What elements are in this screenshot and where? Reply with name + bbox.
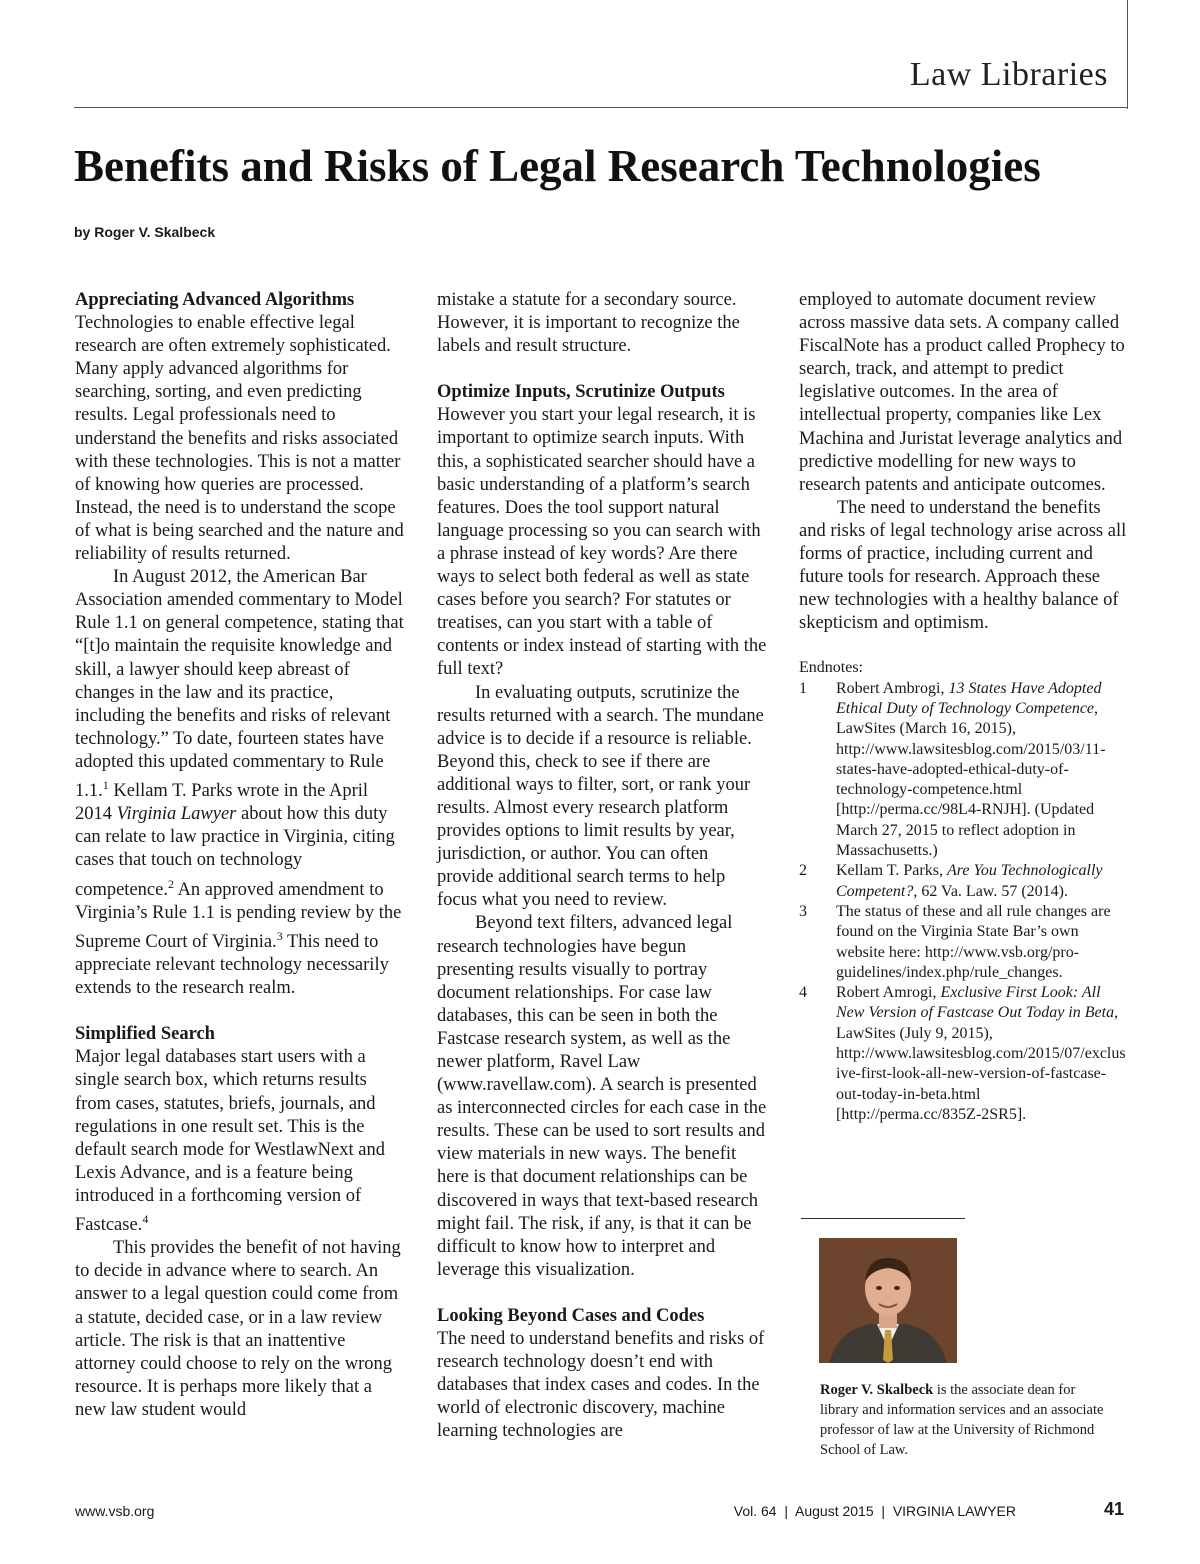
footer-issue: Vol. 64 | August 2015 | VIRGINIA LAWYER (733, 1503, 1016, 1519)
heading-simplified-search: Simplified Search (75, 1024, 215, 1045)
column-3 (799, 289, 1129, 1125)
header-side-rule (1127, 0, 1128, 109)
endnote-2: 2 Kellam T. Parks, Are You Technologically Competent?, 62 Va. Law. 57 (2014). (799, 862, 1103, 900)
article-title: Benefits and Risks of Legal Research Technologies (74, 141, 1041, 191)
paragraph: employed to automate document review across massive data sets. A company called FiscalNote has a product called Prophecy to search, track, and attempt to predict legislative outcomes. In the area of intellectual property, companies like Lex Machina and Juristat leverage analytics and predictive modelling for new ways to research patents and anticipate outcomes. (799, 290, 1125, 495)
paragraph: mistake a statute for a secondary source. However, it is important to recognize the labels and result structure. (437, 290, 740, 357)
paragraph: The need to understand benefits and risks of research technology doesn’t end with databases that index cases and codes. In the world of electronic discovery, machine learning technologies are (437, 1329, 765, 1442)
paragraph: Major legal databases start users with a single search box, which returns results from cases, statutes, briefs, journals, and regulations in one result set. This is the default search mode for WestlawNext and Lexis Advance, and is a feature being introduced in a forthcoming version of Fastcase.$^4$ (75, 1047, 385, 1236)
section-label: Law Libraries (909, 56, 1108, 93)
author-photo (819, 1238, 957, 1363)
footnote-ref: 4 (142, 1212, 149, 1227)
footnote-ref: 2 (167, 876, 174, 891)
paragraph: The need to understand the benefits and risks of legal technology arise across all forms of practice, including current and future tools for research. Approach these new technologies with a healthy balance of skepticism and optimism. (799, 497, 1127, 634)
author-bio: Roger V. Skalbeck is the associate dean for library and information services and an associate professor of law at the University of Richmond School of Law. (820, 1382, 1104, 1458)
endnotes (799, 658, 1129, 1125)
heading-optimize-inputs: Optimize Inputs, Scrutinize Outputs (437, 382, 725, 403)
author-name: Roger V. Skalbeck (820, 1382, 934, 1398)
paragraph: This provides the benefit of not having to decide in advance where to search. An answer to a legal question could come from a statute, decided case, or in a law review article. The risk is that an inattentive attorney could choose to rely on the wrong resource. It is perhaps more likely that a new law student would (75, 1238, 401, 1420)
page-number: 41 (1103, 1499, 1124, 1519)
paragraph: In August 2012, the American Bar Association amended commentary to Model Rule 1.1 on general competence, stating that “[t]o maintain the requisite knowledge and skill, a lawyer should keep abreast of changes in the law and its practice, including the benefits and risks of relevant technology.” To date, fourteen states have adopted this updated commentary to Rule 1.1.$^1$ Kellam T. Parks wrote in the April 2014 Virginia Lawyer about how this duty can relate to law practice in Virginia, citing cases that touch on technology competence.$^2$ An approved amendment to Virginia’s Rule 1.1 is pending review by the Supreme Court of Virginia.$^3$ This need to appreciate relevant technology necessarily extends to the research realm. (75, 567, 404, 999)
paragraph: However you start your legal research, it is important to optimize search inputs. With this, a sophisticated searcher should have a basic understanding of a platform’s search features. Does the tool support natural language processing so you can search with a phrase instead of key words? Are there ways to select both federal as well as state cases before you search? For statutes or treatises, can you start with a table of contents or index instead of starting with the full text? (437, 405, 767, 680)
paragraph: In evaluating outputs, scrutinize the results returned with a search. The mundane advice is to decide if a resource is reliable. Beyond this, check to see if there are additional ways to filter, sort, or rank your results. Almost every research platform provides options to limit results by year, jurisdiction, or author. You can often provide additional search terms to help focus what you need to review. (437, 682, 764, 911)
column-1 (75, 289, 405, 1422)
bio-divider (801, 1218, 965, 1219)
endnote-1: 1 Robert Ambrogi, 13 States Have Adopted Ethical Duty of Technology Competence, LawSites (March 16, 2015), http://www.lawsitesblog.com/2015/03/11-states-have-adopted-ethical-duty-of-technology-competence.html [http://perma.cc/98L4-RNJH]. (Updated March 27, 2015 to reflect adoption in Massachusetts.) (799, 679, 1106, 860)
header-rule (74, 107, 1128, 108)
endnotes-label: Endnotes: (799, 659, 863, 677)
paragraph: Beyond text filters, advanced legal research technologies have begun presenting results visually to portray document relationships. For case law databases, this can be seen in both the Fastcase research system, as well as the newer platform, Ravel Law (www.ravellaw.com). A search is presented as interconnected circles for each case in the results. These can be used to sort results and view materials in new ways. The benefit here is that document relationships can be discovered in ways that text-based research might fail. The risk, if any, is that it can be difficult to know how to interpret and leverage this visualization. (437, 913, 767, 1280)
heading-appreciating-algorithms: Appreciating Advanced Algorithms (75, 290, 355, 310)
footer-website: www.vsb.org (75, 1503, 155, 1519)
heading-looking-beyond: Looking Beyond Cases and Codes (437, 1305, 705, 1326)
byline: by Roger V. Skalbeck (74, 224, 216, 240)
footnote-ref: 1 (102, 777, 109, 792)
paragraph: Technologies to enable effective legal research are often extremely sophisticated. Many apply advanced algorithms for searching, sorting, and even predicting results. Legal professionals need to understand the benefits and risks associated with these technologies. This is not a matter of knowing how queries are processed. Instead, the need is to understand the scope of what is being searched and the nature and reliability of results returned. (75, 313, 404, 565)
footnote-ref: 3 (276, 928, 283, 943)
endnote-4: 4 Robert Amrogi, Exclusive First Look: All New Version of Fastcase Out Today in Beta, LawSites (July 9, 2015), http://www.lawsitesblog.com/2015/07/exclusive-first-look-all-new-version-of-fastcase-out-today-in-beta.html [http://perma.cc/835Z-2SR5]. (799, 984, 1126, 1123)
column-2 (437, 289, 767, 1444)
endnote-3: 3 The status of these and all rule changes are found on the Virginia State Bar’s own website here: http://www.vsb.org/pro-guidelines/index.php/rule_changes. (799, 902, 1111, 981)
